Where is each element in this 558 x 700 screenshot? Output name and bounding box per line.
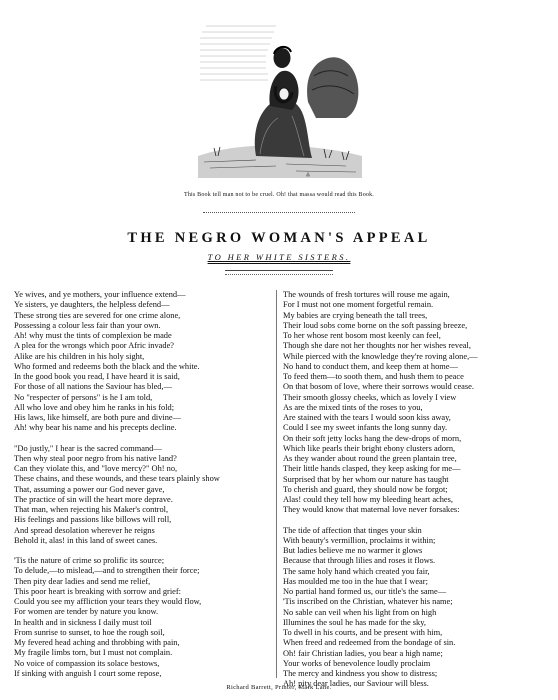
- verse-line: Ah! pity dear ladies, our Saviour will bless.: [283, 679, 429, 689]
- svg-text:⁂: ⁂: [306, 172, 310, 177]
- verse-line: No hand to conduct them, and keep them at home—: [283, 361, 458, 371]
- dotted-divider: [203, 212, 355, 213]
- column-rule: [276, 290, 277, 678]
- verse-line: Surprised that by her whom our nature has taught: [283, 474, 449, 484]
- verse-line: My fevered head aching and throbbing with pain,: [14, 638, 180, 647]
- verse-line: For women are tender by nature you know.: [14, 607, 159, 617]
- verse-line: To dwell in his courts, and be present with him,: [283, 628, 443, 637]
- verse-line: Possessing a colour less fair than your own.: [14, 320, 161, 330]
- verse-line: "Do justly," I hear is the sacred command—: [14, 443, 162, 453]
- verse-line: His laws, like himself, are both pure and divine—: [14, 413, 181, 422]
- stanza: [283, 526, 545, 690]
- poem-right-column: [283, 290, 545, 700]
- verse-line: Illumines the soul he has made for the sky,: [283, 617, 426, 627]
- verse-line: On that bosom of love, where their sorrows would cease.: [283, 382, 474, 392]
- verse-line: Which like pearls their bright ebony clusters adorn,: [283, 443, 456, 453]
- verse-line: Could you see my affliction your tears they would flow,: [14, 597, 202, 606]
- verse-line: 'Tis inscribed on the Christian, whatever his name;: [283, 597, 453, 607]
- verse-line: Your works of benevolence loudly proclaim: [283, 658, 431, 668]
- verse-line: These chains, and these wounds, and these tears plainly show: [14, 474, 220, 484]
- verse-line: Their smooth glossy cheeks, which as lovely I view: [283, 392, 457, 402]
- verse-line: Alas! could they tell how my bleeding heart aches,: [283, 495, 454, 504]
- verse-line: Then why steal poor negro from his native land?: [14, 453, 177, 463]
- verse-line: Who formed and redeems both the black and the white.: [14, 361, 200, 371]
- printer-imprint: Richard Barrett, Printer, Mark Lane.: [226, 684, 332, 691]
- kneeling-woman-engraving: [196, 6, 364, 184]
- verse-line: They would know that maternal love never forsakes:: [283, 505, 460, 515]
- poem-title: THE NEGRO WOMAN'S APPEAL: [127, 230, 431, 246]
- verse-line: Though she dare not her thoughts nor her wishes reveal,: [283, 341, 471, 351]
- verse-line: Can they violate this, and "love mercy?" Oh! no,: [14, 464, 178, 473]
- verse-line: Alike are his children in his holy sight,: [14, 351, 145, 361]
- verse-line: Has moulded me too in the hue that I wear;: [283, 576, 428, 586]
- verse-line: From sunrise to sunset, to hoe the rough soil,: [14, 627, 165, 637]
- verse-line: If sinking with anguish I court some repose,: [14, 668, 162, 678]
- stanza: [14, 556, 276, 679]
- verse-line: My babies are crying beneath the tall trees,: [283, 310, 428, 320]
- verse-line: To delude,—to mislead,—and to strengthen their force;: [14, 566, 200, 576]
- verse-line: For I must not one moment forgetful remain.: [283, 300, 434, 310]
- verse-line: In health and in sickness I daily must toil: [14, 617, 152, 627]
- verse-line: Then pity dear ladies and send me relief,: [14, 576, 151, 586]
- verse-line: 'Tis the nature of crime so prolific its source;: [14, 556, 165, 565]
- verse-line: This poor heart is breaking with sorrow and grief:: [14, 586, 181, 596]
- verse-line: As they wander about round the green plantain tree,: [283, 454, 457, 463]
- verse-line: That man, when rejecting his Maker's control,: [14, 505, 169, 514]
- engraving-caption: This Book tell man not to be cruel. Oh! that massa would read this Book.: [183, 192, 375, 198]
- verse-line: To cherish and guard, they should now be forgot;: [283, 484, 448, 494]
- stanza: [283, 290, 545, 516]
- verse-line: Ye wives, and ye mothers, your influence extend—: [14, 290, 186, 299]
- verse-line: Behold it, alas! in this land of sweet canes.: [14, 535, 158, 545]
- verse-line: When freed and redeemed from the bondage of sin.: [283, 638, 456, 648]
- verse-line: The wounds of fresh tortures will rouse me again,: [283, 290, 450, 299]
- verse-line: The mercy and kindness you show to distress;: [283, 669, 438, 678]
- stanza: [14, 290, 276, 434]
- verse-line: Their loud sobs come borne on the soft passing breeze,: [283, 320, 468, 330]
- verse-line: All who love and obey him he ranks in his fold;: [14, 402, 175, 412]
- verse-line: Could I see my sweet infants the long sunny day.: [283, 423, 448, 433]
- verse-line: Ye sisters, ye daughters, the helpless defend—: [14, 300, 170, 310]
- title-ornament: [225, 270, 333, 275]
- verse-line: His feelings and passions like billows will roll,: [14, 515, 172, 525]
- verse-line: Ah! why bear his name and his precepts decline.: [14, 423, 177, 433]
- verse-line: In the good book you read, I have heard it is said,: [14, 372, 180, 381]
- verse-line: A plea for the wrongs which poor Afric invade?: [14, 341, 175, 351]
- verse-line: But ladies believe me no warmer it glows: [283, 546, 423, 555]
- verse-line: No voice of compassion its solace bestows,: [14, 658, 160, 668]
- stanza: [14, 444, 276, 547]
- verse-line: The same holy hand which created you fair,: [283, 566, 430, 576]
- verse-line: Their little hands clasped, they keep asking for me—: [283, 464, 461, 474]
- verse-line: To feed them—to sooth them, and hush them to peace: [283, 372, 464, 381]
- verse-line: For those of all nations the Saviour has bled,—: [14, 382, 172, 392]
- verse-line: Oh! fair Christian ladies, you bear a high name;: [283, 648, 443, 658]
- verse-line: Because that through lilies and roses it flows.: [283, 556, 436, 566]
- verse-line: That, assuming a power our God never gave,: [14, 484, 165, 494]
- verse-line: No sable can veil when his light from on high: [283, 607, 437, 617]
- verse-line: No partial hand formed us, our title's the same—: [283, 587, 447, 596]
- verse-line: The practice of sin will the heart more deprave.: [14, 494, 173, 504]
- verse-line: As are the mixed tints of the roses to you,: [283, 402, 423, 412]
- verse-line: My fragile limbs torn, but I must not complain.: [14, 648, 173, 658]
- verse-line: With beauty's vermillion, proclaims it within;: [283, 535, 436, 545]
- verse-line: Ah! why must the tints of complexion be made: [14, 331, 172, 340]
- verse-line: To her whose rent bosom most keenly can feel,: [283, 331, 441, 340]
- poem-left-column: [14, 290, 276, 689]
- verse-line: On their soft jetty locks hang the dew-drops of morn,: [283, 433, 462, 443]
- poem-subtitle: TO HER WHITE SISTERS.: [207, 252, 351, 262]
- verse-line: And spread desolation wherever he reigns: [14, 525, 155, 535]
- verse-line: Are stained with the tears I would soon kiss away,: [283, 413, 451, 422]
- verse-line: While pierced with the knowledge they're roving alone,—: [283, 351, 478, 361]
- verse-line: No "respecter of persons" is he I am told,: [14, 392, 153, 402]
- verse-line: These strong ties are severed for one crime alone,: [14, 310, 181, 320]
- verse-line: The tide of affection that tinges your skin: [283, 525, 422, 535]
